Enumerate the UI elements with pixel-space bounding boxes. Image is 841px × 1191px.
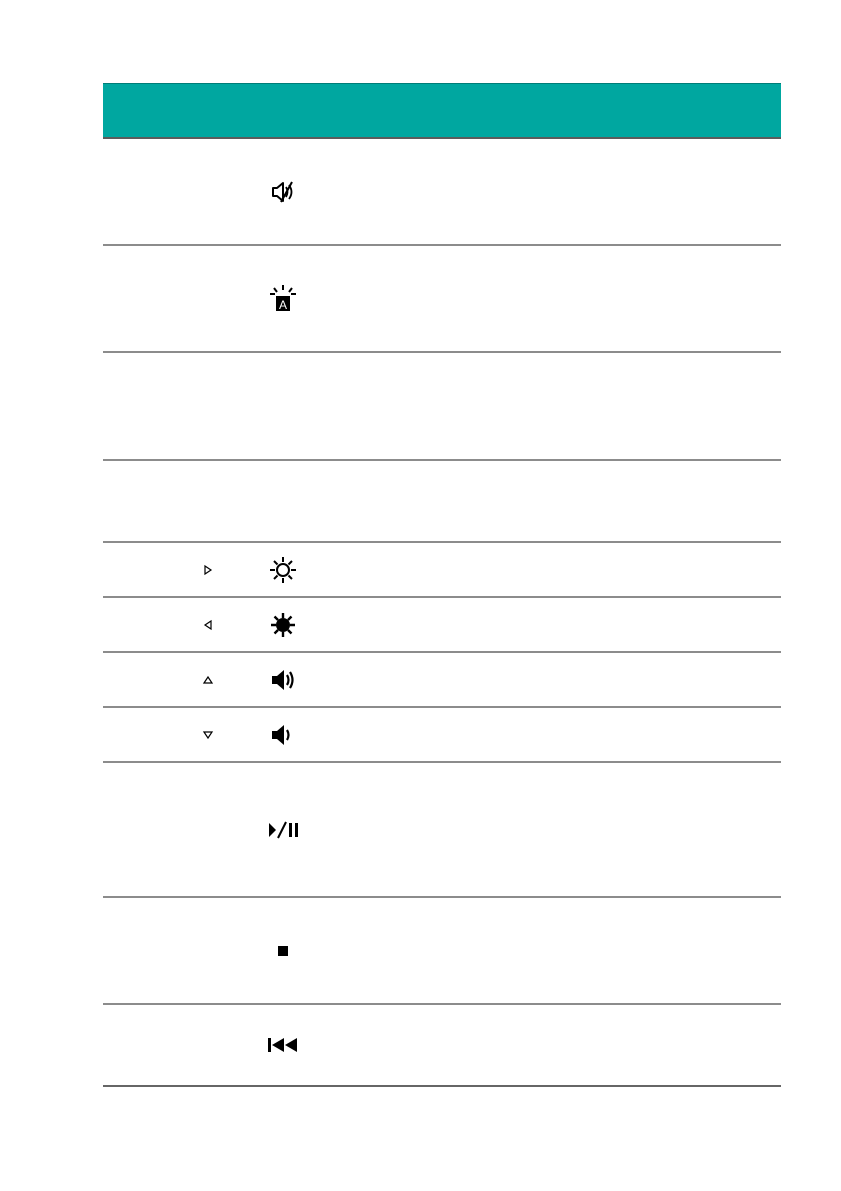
icon-cell bbox=[263, 653, 303, 706]
table-row bbox=[103, 898, 781, 1005]
icon-cell bbox=[263, 461, 303, 541]
table-row bbox=[103, 461, 781, 543]
icon-cell bbox=[263, 139, 303, 244]
icon-cell bbox=[263, 543, 303, 596]
description-cell bbox=[343, 543, 781, 596]
table-row bbox=[103, 139, 781, 246]
description-cell bbox=[343, 598, 781, 651]
volume-up-icon bbox=[270, 668, 296, 692]
icon-cell bbox=[263, 246, 303, 351]
svg-text:A: A bbox=[278, 297, 288, 312]
key-cell bbox=[103, 898, 233, 1003]
key-cell bbox=[103, 353, 233, 459]
key-cell bbox=[103, 598, 233, 651]
play-pause-icon bbox=[266, 820, 300, 840]
icon-cell bbox=[263, 1005, 303, 1085]
key-cell bbox=[103, 543, 233, 596]
down-triangle-icon bbox=[202, 730, 214, 740]
right-triangle-icon bbox=[203, 564, 213, 576]
key-cell bbox=[103, 139, 233, 244]
icon-cell bbox=[263, 898, 303, 1003]
speaker-mute-icon bbox=[270, 180, 296, 204]
icon-cell bbox=[263, 763, 303, 896]
table-row bbox=[103, 1005, 781, 1087]
table-row bbox=[103, 708, 781, 763]
description-cell bbox=[343, 763, 781, 896]
up-triangle-icon bbox=[202, 675, 214, 685]
icon-cell bbox=[263, 353, 303, 459]
description-cell bbox=[343, 708, 781, 761]
table-row bbox=[103, 543, 781, 598]
left-triangle-icon bbox=[203, 619, 213, 631]
description-cell bbox=[343, 1005, 781, 1085]
description-cell bbox=[343, 139, 781, 244]
description-cell bbox=[343, 653, 781, 706]
table-row bbox=[103, 353, 781, 461]
stop-icon bbox=[276, 944, 290, 958]
brightness-up-icon bbox=[269, 556, 297, 584]
description-cell bbox=[343, 898, 781, 1003]
hotkey-table bbox=[103, 83, 781, 1087]
icon-cell bbox=[263, 598, 303, 651]
volume-down-icon bbox=[270, 723, 296, 747]
key-cell bbox=[103, 461, 233, 541]
keyboard-backlight-icon bbox=[267, 283, 299, 315]
description-cell bbox=[343, 353, 781, 459]
description-cell bbox=[343, 461, 781, 541]
key-cell bbox=[103, 653, 233, 706]
previous-track-icon bbox=[266, 1036, 300, 1054]
key-cell bbox=[103, 763, 233, 896]
table-row bbox=[103, 598, 781, 653]
key-cell bbox=[103, 246, 233, 351]
table-row bbox=[103, 763, 781, 898]
key-cell bbox=[103, 708, 233, 761]
brightness-down-icon bbox=[269, 611, 297, 639]
icon-cell bbox=[263, 708, 303, 761]
table-row bbox=[103, 246, 781, 353]
table-header bbox=[103, 83, 781, 139]
description-cell bbox=[343, 246, 781, 351]
key-cell bbox=[103, 1005, 233, 1085]
table-row bbox=[103, 653, 781, 708]
